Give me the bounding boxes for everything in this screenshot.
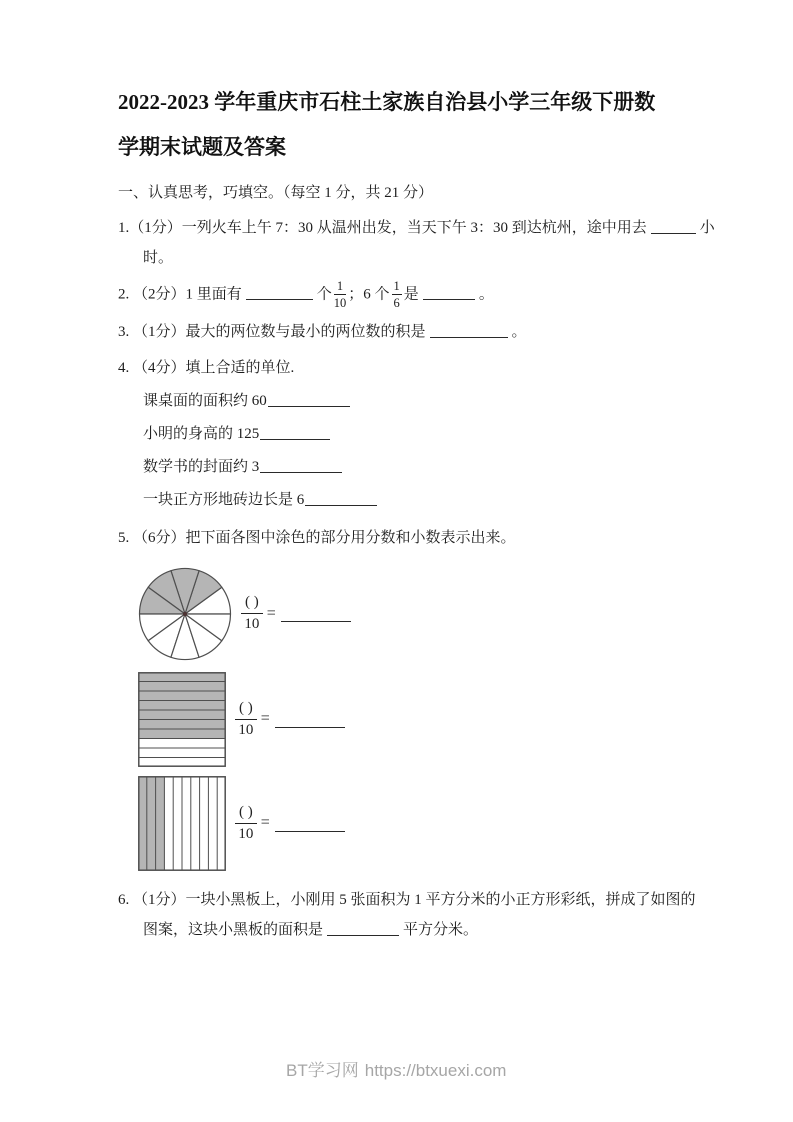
- fraction-denominator: 10: [238, 825, 254, 842]
- equals-sign: =: [266, 604, 276, 622]
- fraction-1-6: [392, 279, 402, 311]
- section-heading: 一、认真思考，巧填空。（每空 1 分，共 21 分）: [118, 185, 434, 201]
- figure-row-pie: [138, 565, 703, 663]
- fraction-label: [235, 804, 257, 844]
- question-3: [118, 317, 703, 347]
- fraction-numerator: 1: [392, 279, 402, 295]
- equals-sign: =: [260, 710, 270, 728]
- answer-blank: [305, 492, 377, 506]
- cols-figure: [138, 776, 226, 871]
- answer-blank: [260, 426, 330, 440]
- answer-blank: [327, 922, 399, 936]
- question-4-item: [118, 484, 703, 517]
- question-6-line-1: 6. （1分）一块小黑板上，小刚用 5 张面积为 1 平方分米的小正方形彩纸，拼成了如图的: [118, 891, 696, 908]
- question-2-text: 。: [478, 286, 494, 303]
- fraction-1-10: [334, 279, 347, 311]
- question-4-stem: 4. （4分）填上合适的单位.: [118, 359, 295, 376]
- question-4: [118, 353, 703, 517]
- answer-blank: [651, 220, 696, 234]
- answer-blank: [423, 286, 475, 300]
- question-1: [118, 213, 715, 273]
- answer-blank: [430, 324, 508, 338]
- question-2-text: ；6 个: [348, 286, 390, 303]
- fraction-label: [235, 700, 257, 740]
- question-1-text: 1.（1分）一列火车上午 7：30 从温州出发，当天下午 3：30 到达杭州，途中用去: [118, 220, 647, 236]
- fraction-numerator: ( ): [241, 594, 263, 614]
- question-2-text: 个: [316, 286, 332, 303]
- equals-sign: =: [260, 814, 270, 832]
- question-3-text: 。: [511, 323, 527, 340]
- question-2-text: 是: [403, 286, 419, 303]
- answer-blank: [260, 459, 342, 473]
- question-4-item: [118, 385, 703, 418]
- fraction-denominator: 10: [333, 296, 347, 311]
- page-title-line-1: 2022-2023 学年重庆市石柱土家族自治县小学三年级下册数: [118, 90, 656, 114]
- answer-blank: [275, 831, 345, 832]
- figure-row-horizontal-strips: [138, 672, 703, 767]
- fraction-denominator: 10: [244, 616, 260, 633]
- fraction-numerator: ( ): [235, 804, 257, 824]
- rows-figure: [138, 672, 226, 767]
- footer-site-name: BT学习网: [286, 1061, 359, 1080]
- question-4-item-text: 数学书的封面约 3: [143, 458, 260, 475]
- question-2: [118, 279, 703, 311]
- pie-figure: [138, 565, 232, 663]
- fraction-numerator: ( ): [235, 700, 257, 720]
- fraction-label: [241, 594, 263, 634]
- question-1-line-2: 时。: [143, 250, 174, 266]
- answer-blank: [275, 727, 345, 728]
- question-4-item-text: 小明的身高的 125: [143, 425, 260, 442]
- question-6-text-end: 平方分米。: [403, 921, 479, 938]
- page-title: [118, 80, 703, 170]
- question-3-text: 3. （1分）最大的两位数与最小的两位数的积是: [118, 323, 426, 340]
- question-2-text: 2. （2分）1 里面有: [118, 286, 242, 303]
- question-4-item-text: 一块正方形地砖边长是 6: [143, 491, 305, 508]
- question-6-text: 图案，这块小黑板的面积是: [143, 921, 324, 938]
- fraction-denominator: 10: [238, 721, 254, 738]
- answer-blank: [281, 621, 351, 622]
- question-5-stem: 5. （6分）把下面各图中涂色的部分用分数和小数表示出来。: [118, 529, 516, 546]
- fraction-denominator: 6: [393, 296, 400, 311]
- footer-credit: [286, 1056, 506, 1081]
- answer-blank: [246, 286, 313, 300]
- figure-row-vertical-strips: [138, 776, 703, 871]
- fraction-numerator: 1: [334, 279, 347, 295]
- page-title-line-2: 学期末试题及答案: [118, 135, 286, 159]
- footer-url[interactable]: https://btxuexi.com: [364, 1061, 507, 1080]
- question-4-item: [118, 451, 703, 484]
- question-6: [118, 885, 703, 945]
- question-1-text-end: 小: [699, 220, 715, 236]
- question-4-item-text: 课桌面的面积约 60: [143, 392, 267, 409]
- question-4-item: [118, 418, 703, 451]
- answer-blank: [268, 393, 350, 407]
